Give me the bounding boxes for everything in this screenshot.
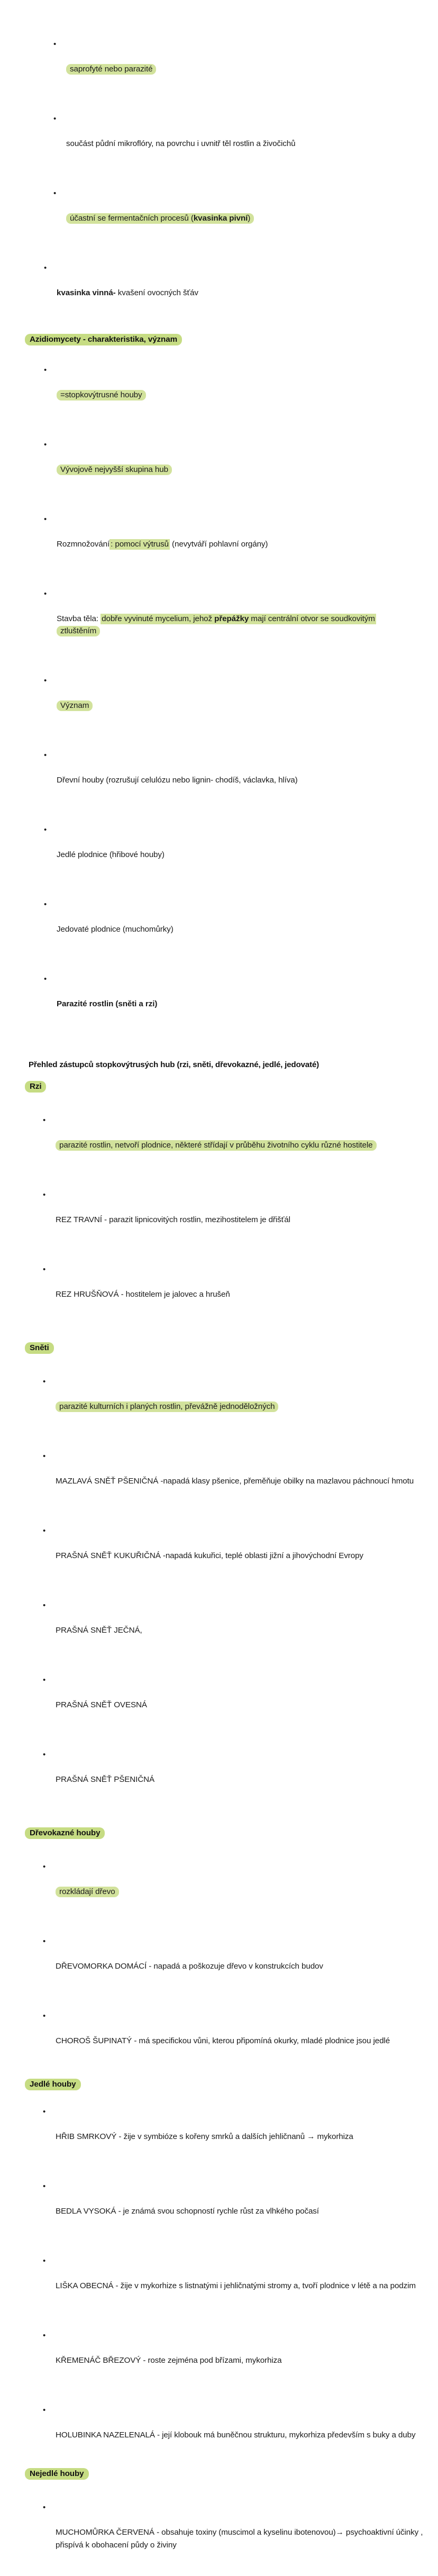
list-item-text: Vývojově nejvyšší skupina hub [57,465,172,475]
azidiomycety-bullet-list [0,351,438,1035]
bullet-glyph: • [53,38,56,51]
section-heading-jedle [0,2078,438,2090]
list-item-text: HOLUBINKA NAZELENALÁ - její klobouk má buněčnou strukturu, mykorhiza především s buky a duby [56,2429,426,2442]
list-item-text: KŘEMENÁČ BŘEZOVÝ - roste zejména pod břízami, mykorhiza [56,2354,438,2367]
list-item [0,1251,438,1326]
list-item [0,351,438,426]
list-item-highlight-tail: mají centrální otvor se soudkovitým [249,614,375,623]
section-heading-text: Nejedlé houby [25,2468,89,2480]
list-item-text: Rozmnožování [57,540,110,549]
list-item [0,2317,438,2392]
jedle-bullet-list [0,2093,438,2466]
list-item [0,100,438,175]
list-item [0,662,438,737]
section-heading-text: Azidiomycety - charakteristika, význam [25,334,182,345]
bullet-glyph: • [53,187,56,200]
bullet-glyph: • [43,2404,45,2417]
bullet-glyph: • [43,2501,45,2514]
section-heading-azidiomycety [0,333,438,345]
list-item-emphasis: Parazité rostlin (sněti a rzi) [57,999,157,1008]
list-item-text: HŘIB SMRKOVÝ - žije v symbióze s kořeny smrků a dalších jehličnanů → mykorhiza [56,2131,438,2143]
list-item [0,500,438,575]
list-item-text: PRAŠNÁ SNĚŤ KUKUŘIČNÁ -napadá kukuřici, teplé oblasti jižní a jihovýchodní Evropy [56,1550,438,1562]
bullet-glyph: • [43,2255,45,2268]
list-item [0,575,438,662]
list-item-text: BEDLA VYSOKÁ - je známá svou schopností rychle růst za vlhkého počasí [56,2205,438,2218]
bullet-glyph: • [44,749,47,762]
list-item-highlight: : pomocí výtrusů [110,539,170,550]
list-item-text: Význam [57,700,93,711]
list-item-emphasis: přepážky [214,614,249,623]
bullet-glyph: • [43,1376,45,1388]
list-item-highlight-line2: ztluštěním [57,626,100,636]
bullet-glyph: • [44,898,47,911]
list-item-text: kvašení ovocných šťáv [116,288,198,297]
nejedle-bullet-list [0,2489,438,2576]
bullet-glyph: • [44,439,47,451]
bullet-glyph: • [43,1114,45,1127]
list-item [0,249,438,324]
bullet-glyph: • [43,1263,45,1276]
list-item-text: účastní se fermentačních procesů ( [70,214,194,223]
list-item-text: REZ HRUŠŇOVÁ - hostitelem je jalovec a hrušeň [56,1288,438,1301]
list-item [0,812,438,886]
list-item [0,737,438,812]
list-item [0,2489,438,2576]
section-heading-text: Sněti [25,1342,54,1354]
bullet-glyph: • [43,1599,45,1612]
list-item [0,2093,438,2168]
bullet-glyph: • [44,588,47,600]
list-item-text: Jedovaté plodnice (muchomůrky) [57,923,438,936]
bullet-glyph: • [43,1749,45,1761]
bullet-glyph: • [44,675,47,687]
overview-title: Přehled zástupců stopkovýtrusých hub (rzi, sněti, dřevokazné, jedlé, jedovaté) [0,1059,438,1071]
bullet-glyph: • [44,364,47,377]
bullet-glyph: • [43,2180,45,2193]
rzi-bullet-list [0,1102,438,1326]
list-item-text: CHOROŠ ŠUPINATÝ - má specifickou vůni, kterou připomíná okurky, mladé plodnice jsou jedlé [56,2035,438,2047]
list-item [0,886,438,961]
list-item [0,1998,438,2072]
section-heading-rzi [0,1080,438,1093]
bullet-glyph: • [44,262,47,275]
list-item-text: parazité rostlin, netvoří plodnice, některé střídají v průběhu životního cyklu různé hostitele [56,1140,377,1151]
list-item [0,1587,438,1662]
list-item-text: Jedlé plodnice (hřibové houby) [57,849,438,861]
document-page [0,0,438,620]
section-heading-text: Rzi [25,1081,46,1093]
bullet-glyph: • [44,824,47,836]
list-item-text: MUCHOMŮRKA ČERVENÁ - obsahuje toxiny (muscimol a kyselinu ibotenovou)→ psychoaktivní účinky , přispívá k obohacení půdy o živiny [56,2526,426,2551]
list-item [0,1363,438,1438]
list-item-text: parazité kulturních i planých rostlin, převážně jednoděložných [56,1401,278,1412]
list-item [0,1849,438,1923]
list-item [0,25,438,100]
bullet-glyph: • [43,2106,45,2118]
list-item-highlight: dobře vyvinuté mycelium, jehož [102,614,214,623]
list-item-text: PRAŠNÁ SNĚŤ PŠENIČNÁ [56,1773,438,1786]
list-item [0,426,438,500]
section-heading-text: Dřevokazné houby [25,1827,105,1839]
list-item-text: REZ TRAVNÍ - parazit lipnicovitých rostlin, mezihostitelem je dřišťál [56,1214,438,1226]
section-heading-nejedle [0,2468,438,2480]
bullet-glyph: • [43,1525,45,1537]
list-item-text: PRAŠNÁ SNĚŤ OVESNÁ [56,1699,438,1712]
bullet-glyph: • [44,973,47,986]
list-item [0,1513,438,1587]
drevokazne-bullet-list [0,1849,438,2072]
list-item [0,961,438,1035]
bullet-glyph: • [43,1674,45,1687]
sneti-bullet-list [0,1363,438,1811]
list-item [0,1736,438,1811]
list-item [0,1102,438,1177]
list-item-emphasis: kvasinka pivní [194,214,248,223]
list-item-text: =stopkovýtrusné houby [57,390,146,400]
list-item [0,1662,438,1736]
bullet-glyph: • [43,1935,45,1948]
section-heading-drevokazne [0,1827,438,1839]
bullet-glyph: • [43,2010,45,2023]
list-item-text: Stavba těla: [57,614,101,623]
list-item-emphasis: kvasinka vinná- [57,288,116,297]
list-item-text: rozkládají dřevo [56,1887,119,1897]
list-item [0,1923,438,1998]
list-item-text: PRAŠNÁ SNĚŤ JEČNÁ, [56,1624,438,1637]
list-item [0,2392,438,2466]
section-heading-text: Jedlé houby [25,2079,81,2090]
list-item-text: saprofyté nebo parazité [66,64,156,75]
list-item [0,1438,438,1513]
bullet-glyph: • [43,1861,45,1873]
list-item-text: součást půdní mikroflóry, na povrchu i uvnitř těl rostlin a živočichů [66,138,438,150]
bullet-glyph: • [43,1450,45,1463]
list-item [0,2243,438,2317]
top-bullet-list [0,25,438,324]
list-item-text: Dřevní houby (rozrušují celulózu nebo lignin- chodíš, václavka, hlíva) [57,774,438,787]
list-item [0,175,438,249]
list-item-text-tail: ) [248,214,250,223]
bullet-glyph: • [44,513,47,526]
list-item-text: DŘEVOMORKA DOMÁCÍ - napadá a poškozuje dřevo v konstrukcích budov [56,1960,438,1973]
bullet-glyph: • [43,1189,45,1201]
list-item-text: LIŠKA OBECNÁ - žije v mykorhize s listnatými i jehličnatými stromy a, tvoří plodnice v létě a na podzim [56,2280,419,2292]
list-item [0,2168,438,2243]
bullet-glyph: • [53,113,56,125]
section-heading-sneti [0,1342,438,1354]
list-item-text-tail: (nevytváří pohlavní orgány) [170,540,268,549]
list-item-text: MAZLAVÁ SNĚŤ PŠENIČNÁ -napadá klasy pšenice, přeměňuje obilky na mazlavou páchnoucí hmotu [56,1475,414,1488]
list-item [0,1177,438,1251]
bullet-glyph: • [43,2329,45,2342]
